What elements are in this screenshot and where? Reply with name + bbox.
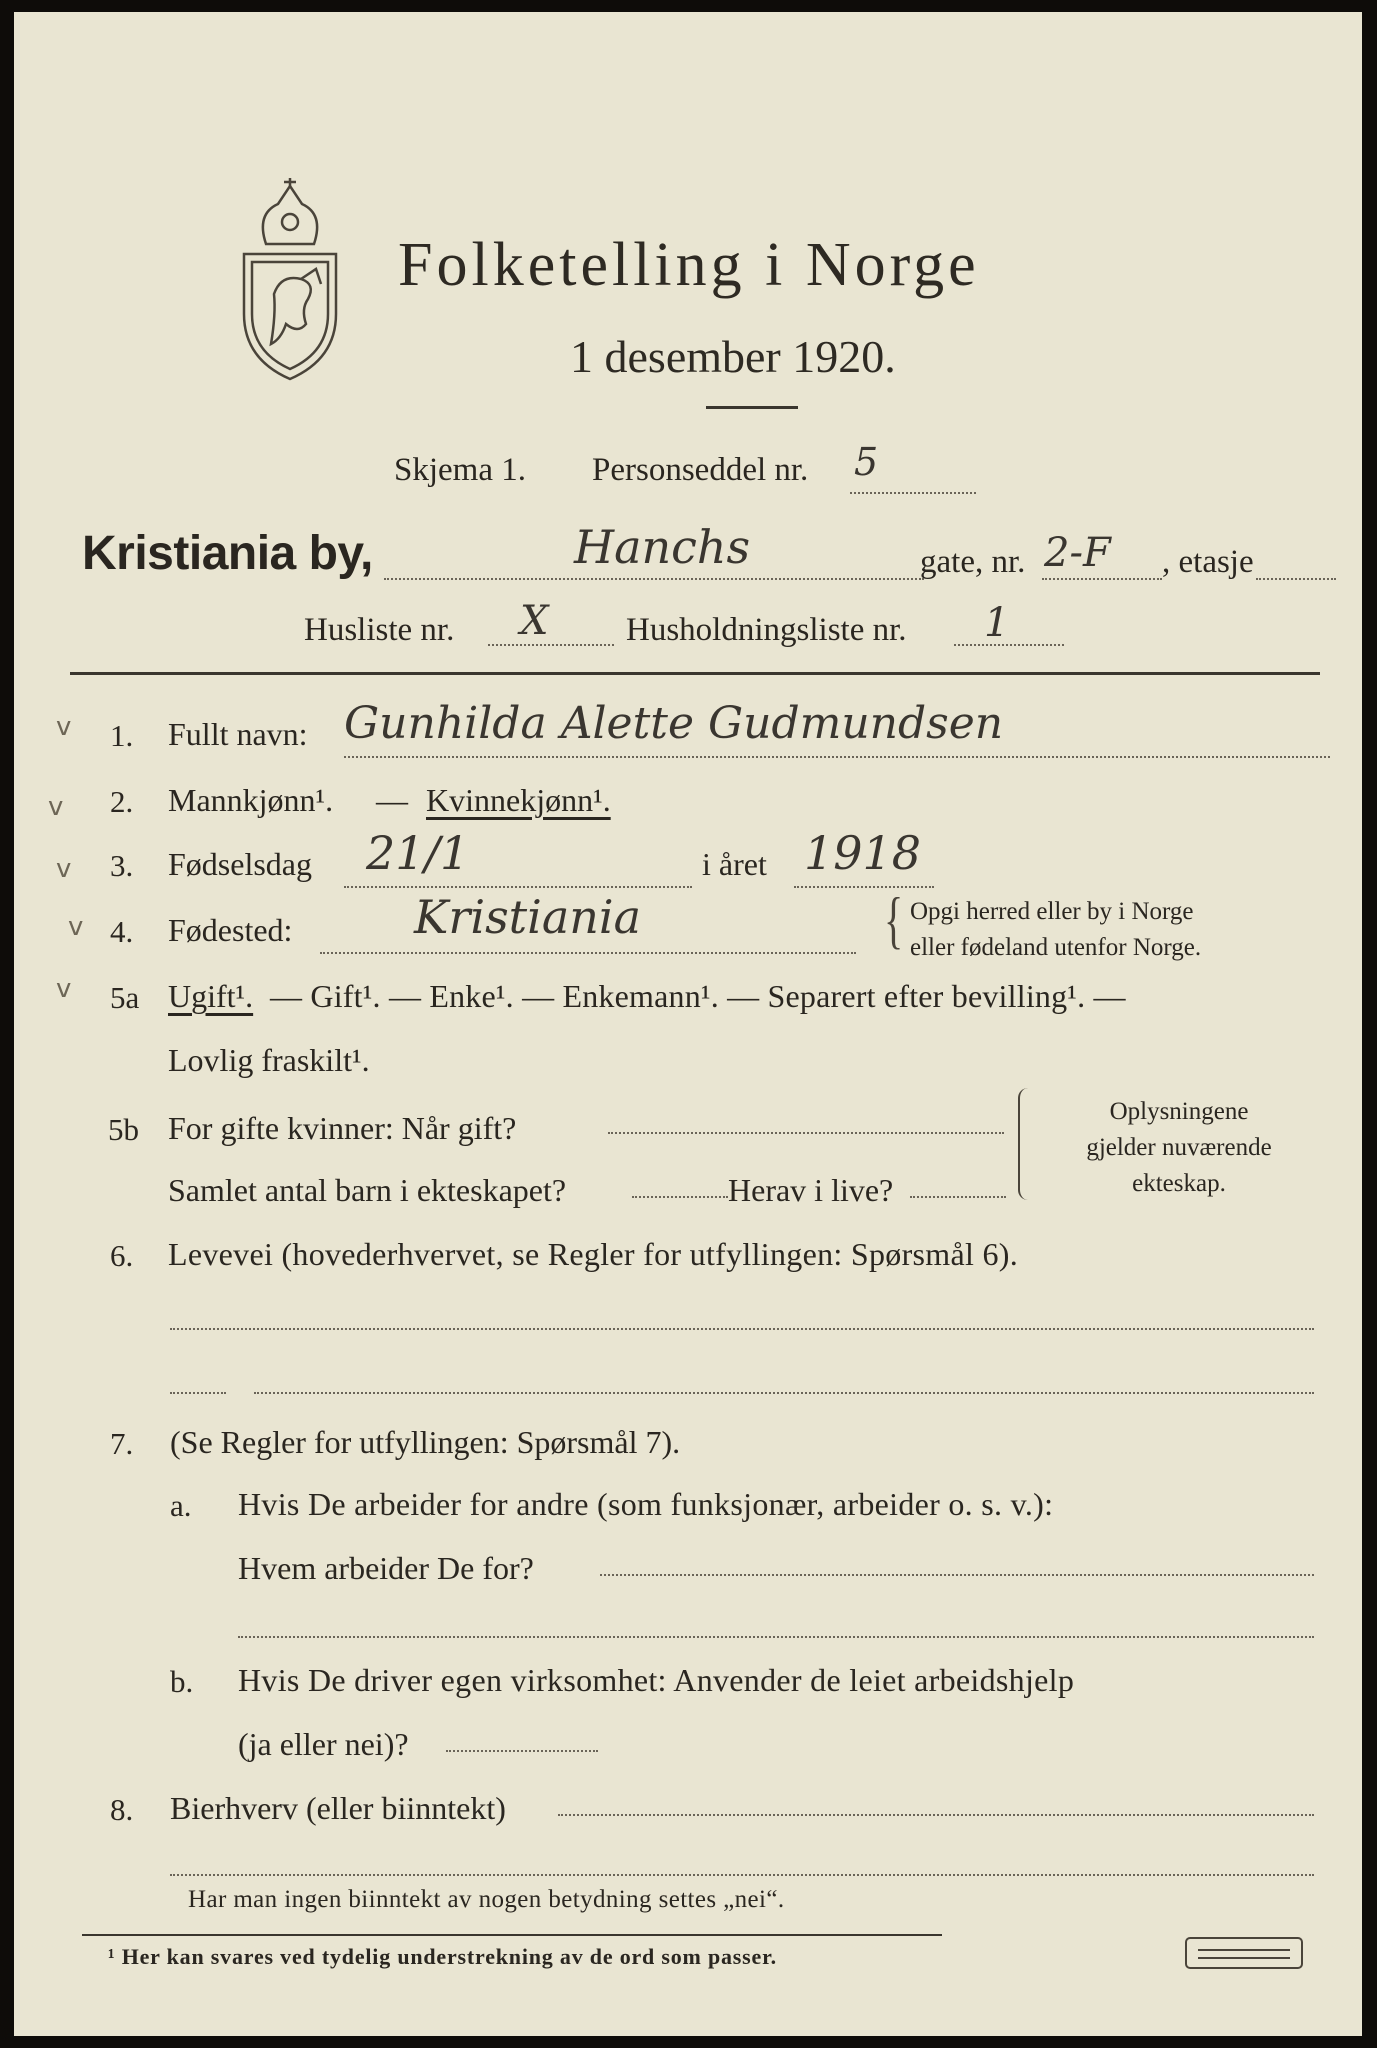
- personseddel-label: Personseddel nr.: [592, 452, 809, 488]
- q3-label: Fødselsdag: [168, 846, 312, 882]
- etasje-label: , etasje: [1162, 544, 1254, 580]
- checkmark-4: v: [68, 912, 84, 942]
- checkmark-5a: v: [56, 974, 72, 1004]
- q6-label: Levevei (hovederhvervet, se Regler for utfyllingen: Spørsmål 6).: [168, 1236, 1019, 1272]
- q4-note-line2: eller fødeland utenfor Norge.: [910, 934, 1202, 961]
- q4-note-line1: Opgi herred eller by i Norge: [910, 898, 1194, 925]
- q6-number: 6.: [110, 1238, 134, 1273]
- q5b-note-line2: gjelder nuværende: [1086, 1134, 1272, 1161]
- checkmark-3: v: [56, 854, 72, 884]
- census-date: 1 desember 1920.: [570, 331, 896, 382]
- q2-number: 2.: [110, 784, 134, 819]
- q7a-line1: Hvis De arbeider for andre (som funksjonær, arbeider o. s. v.):: [238, 1486, 1054, 1522]
- birth-year-value[interactable]: 1918: [804, 826, 922, 880]
- q5b-note-line3: ekteskap.: [1132, 1170, 1226, 1197]
- q8-number: 8.: [110, 1792, 134, 1827]
- footnote-rule: [82, 1934, 942, 1936]
- personseddel-value[interactable]: 5: [854, 440, 879, 484]
- city-label: Kristiania by,: [82, 527, 373, 580]
- q1-number: 1.: [110, 718, 134, 753]
- footnote: ¹ Her kan svares ved tydelig understrekning av de ord som passer.: [108, 1944, 777, 1969]
- census-form: [14, 12, 1362, 2036]
- checkmark-1: v: [56, 712, 72, 742]
- q5b-number: 5b: [108, 1112, 139, 1147]
- printer-stamp-icon: [1184, 1936, 1304, 1970]
- coat-of-arms-emblem: [226, 174, 354, 384]
- brace-left: {: [884, 883, 904, 956]
- q8-note: Har man ingen biinntekt av nogen betydning settes „nei“.: [188, 1886, 785, 1913]
- q7a-letter: a.: [170, 1488, 192, 1523]
- header-rule: [70, 672, 1320, 675]
- birthplace-value[interactable]: Kristiania: [414, 890, 642, 944]
- q1-label: Fullt navn:: [168, 716, 308, 752]
- husliste-value[interactable]: X: [520, 598, 549, 644]
- birth-day-value[interactable]: 21/1: [366, 826, 470, 880]
- q5b-line1: For gifte kvinner: Når gift?: [168, 1110, 517, 1146]
- q4-number: 4.: [110, 914, 134, 949]
- option-ugift-selected[interactable]: Ugift¹.: [168, 978, 254, 1014]
- q5b-alive-label: Herav i live?: [728, 1172, 894, 1208]
- form-title: Folketelling i Norge: [398, 231, 980, 299]
- year-label: i året: [702, 846, 767, 882]
- q4-label: Fødested:: [168, 912, 293, 948]
- husliste-label: Husliste nr.: [304, 612, 455, 648]
- husholdning-value[interactable]: 1: [984, 600, 1010, 646]
- q5b-children-label: Samlet antal barn i ekteskapet?: [168, 1172, 567, 1208]
- q7-label: (Se Regler for utfyllingen: Spørsmål 7).: [170, 1424, 681, 1460]
- q2-dash: —: [376, 782, 408, 818]
- q7b-line2: (ja eller nei)?: [238, 1726, 409, 1762]
- checkmark-2: v: [48, 792, 64, 822]
- q7b-letter: b.: [170, 1664, 194, 1699]
- bracket-left: [1018, 1088, 1030, 1200]
- option-male[interactable]: Mannkjønn¹.: [168, 782, 334, 818]
- q5a-number: 5a: [110, 980, 140, 1015]
- schema-label: Skjema 1.: [394, 452, 526, 488]
- q7b-line1: Hvis De driver egen virksomhet: Anvender de leiet arbeidshjelp: [238, 1662, 1075, 1698]
- q7-number: 7.: [110, 1426, 134, 1461]
- house-number-value[interactable]: 2-F: [1044, 530, 1111, 576]
- q8-label: Bierhverv (eller biinntekt): [170, 1790, 506, 1826]
- husholdning-label: Husholdningsliste nr.: [626, 612, 907, 648]
- q7a-line2: Hvem arbeider De for?: [238, 1550, 534, 1586]
- q5b-note-line1: Oplysningene: [1109, 1098, 1249, 1125]
- full-name-value[interactable]: Gunhilda Alette Gudmundsen: [344, 698, 1004, 749]
- option-female-selected[interactable]: Kvinnekjønn¹.: [426, 782, 611, 818]
- title-divider: [706, 406, 798, 409]
- option-fraskilt[interactable]: Lovlig fraskilt¹.: [168, 1042, 370, 1078]
- q3-number: 3.: [110, 848, 134, 883]
- gate-label: gate, nr.: [920, 544, 1026, 580]
- marital-options[interactable]: — Gift¹. — Enke¹. — Enkemann¹. — Separert efter bevilling¹. —: [270, 978, 1126, 1014]
- street-value[interactable]: Hanchs: [574, 520, 751, 574]
